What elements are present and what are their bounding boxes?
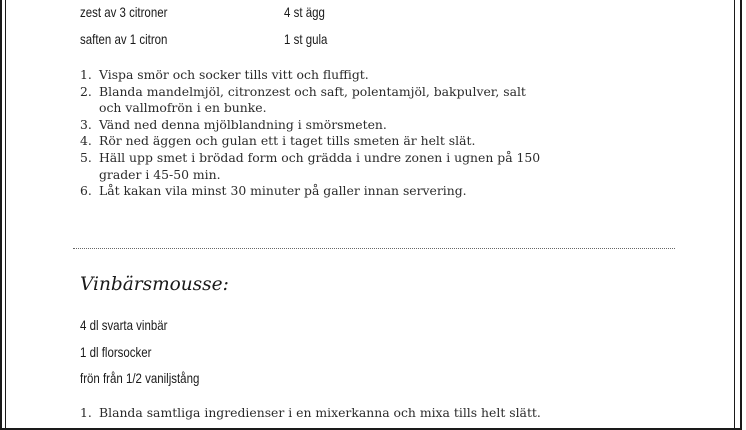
step-number: 2. <box>80 83 92 99</box>
step-item <box>80 133 700 150</box>
ingredient-item: 1 st gula <box>284 31 328 47</box>
step-number: 5. <box>80 149 92 165</box>
step-number: 4. <box>80 133 92 149</box>
ingredient-item: saften av 1 citron <box>80 31 168 47</box>
step-item <box>80 84 700 117</box>
step-text: Blanda mandelmjöl, citronzest och saft, polentamjöl, bakpulver, salt <box>99 83 526 99</box>
step-text: Låt kakan vila minst 30 minuter på galler innan servering. <box>99 183 467 199</box>
ingredient-item: zest av 3 citroner <box>80 4 168 20</box>
step-number: 6. <box>80 183 92 199</box>
step-text: Blanda samtliga ingredienser i en mixerkanna och mixa tills helt slätt. <box>99 405 541 420</box>
step-item <box>80 150 700 183</box>
section-divider <box>73 248 675 249</box>
step-item <box>80 117 700 134</box>
ingredient-item: frön från 1/2 vaniljstång <box>80 370 200 386</box>
step-number: 1. <box>80 67 92 82</box>
section-title: Vinbärsmousse: <box>80 274 229 295</box>
step-text: och vallmofrön i en bunke. <box>99 100 267 116</box>
step-item <box>80 183 700 200</box>
cake-steps-list <box>80 67 700 200</box>
step-text: Vispa smör och socker tills vitt och fluffigt. <box>99 67 369 82</box>
step-number: 3. <box>80 116 92 132</box>
step-number: 1. <box>80 405 92 420</box>
mousse-steps-list <box>80 405 700 422</box>
step-text: Rör ned äggen och gulan ett i taget tills smeten är helt slät. <box>99 133 476 149</box>
step-item <box>80 405 700 422</box>
step-text: grader i 45-50 min. <box>99 166 221 182</box>
step-item <box>80 67 700 84</box>
ingredient-item: 1 dl florsocker <box>80 344 152 360</box>
ingredient-item: 4 st ägg <box>284 4 325 20</box>
step-text: Vänd ned denna mjölblandning i smörsmeten. <box>99 116 387 132</box>
page-border-inner <box>5 0 735 430</box>
ingredient-item: 4 dl svarta vinbär <box>80 317 168 333</box>
step-text: Häll upp smet i brödad form och grädda i undre zonen i ugnen på 150 <box>99 149 541 165</box>
